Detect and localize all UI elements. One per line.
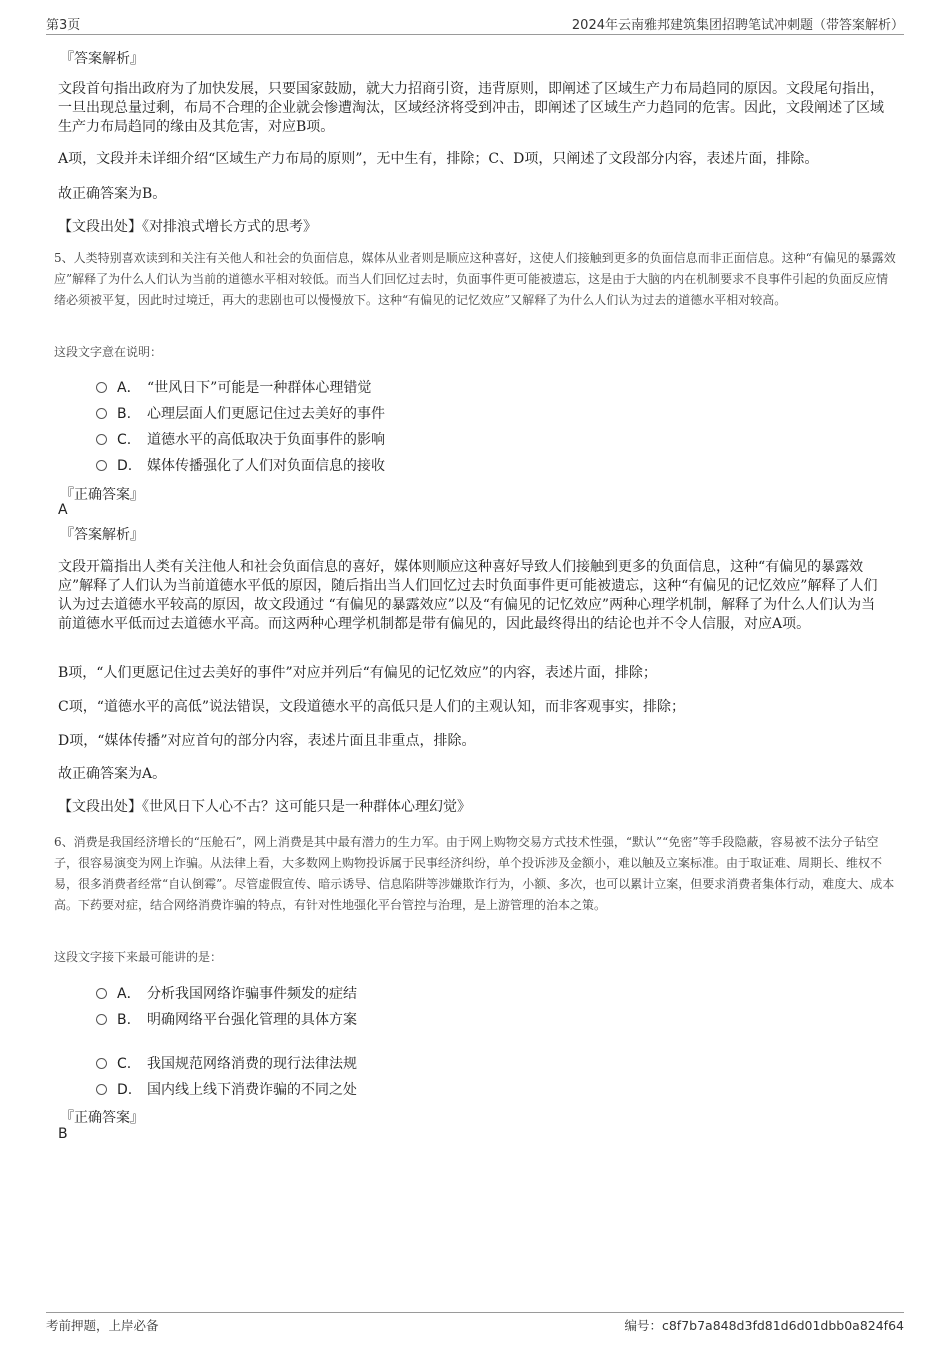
radio-icon[interactable]: [96, 382, 107, 393]
analysis-paragraph: C项，“道德水平的高低”说法错误，文段道德水平的高低只是人们的主观认知，而非客观事实，排除；: [58, 699, 686, 715]
option-text: 我国规范网络消费的现行法律法规: [147, 1056, 357, 1072]
page-header: [46, 14, 904, 35]
analysis-paragraph: 文段首句指出政府为了加快发展，只要国家鼓励，就大力招商引资，违背原则，即阐述了区域生产力布局趋同的原因。文段尾句指出，一旦出现总量过剩，布局不合理的企业就会惨遭淘汰，区域经济将受到冲击，即阐述了区域生产力趋同的危害。因此，文段阐述了区域生产力布局趋同的缘由及其危害，对应B项。: [58, 81, 884, 135]
page-number: 第3页: [46, 18, 81, 33]
radio-icon[interactable]: [96, 1014, 107, 1025]
option-text: 明确网络平台强化管理的具体方案: [147, 1012, 357, 1028]
source-citation: 【文段出处】《世风日下人心不古？这可能只是一种群体心理幻觉》: [58, 799, 471, 815]
option-key: B.: [117, 1012, 132, 1028]
analysis-paragraph: D项，“媒体传播”对应首句的部分内容，表述片面且非重点，排除。: [58, 733, 476, 749]
option-key: A．: [117, 380, 141, 396]
option-text: 媒体传播强化了人们对负面信息的接收: [147, 458, 385, 474]
option-key: C.: [117, 1056, 132, 1072]
q5-option-c[interactable]: [96, 429, 385, 449]
document-title: 2024年云南雅邦建筑集团招聘笔试冲刺题（带答案解析）: [571, 18, 904, 33]
option-key: D.: [117, 1082, 133, 1098]
correct-answer-label: 『正确答案』: [60, 487, 144, 503]
option-text: 道德水平的高低取决于负面事件的影响: [147, 432, 385, 448]
question-6-text: 6、消费是我国经济增长的“压舱石”，网上消费是其中最有潜力的生力军。由于网上购物交易方式技术性强，“默认”“免密”等手段隐蔽，容易被不法分子钻空子，很容易演变为网上诈骗。从法律上看，大多数网上购物投诉属于民事经济纠纷，单个投诉涉及金额小，难以触及立案标准。由于取证难、周期长、维权不易，很多消费者经常“自认倒霉”。尽管虚假宣传、暗示诱导、信息陷阱等涉嫌欺诈行为，小额、多次，也可以累计立案，但要求消费者集体行动，难度大、成本高。下药要对症，结合网络消费诈骗的特点，有针对性地强化平台管控与治理，是上游管理的治本之策。: [54, 835, 895, 912]
option-key: D.: [117, 458, 133, 474]
correct-answer: B: [58, 1126, 68, 1142]
option-key: C.: [117, 432, 132, 448]
document-id: 编号：c8f7b7a848d3fd81d6d01dbb0a824f64: [624, 1318, 904, 1333]
analysis-label: 『答案解析』: [60, 51, 144, 67]
analysis-paragraph: A项，文段并未详细介绍“区域生产力布局的原则”，无中生有，排除；C、D项，只阐述了文段部分内容，表述片面，排除。: [58, 151, 819, 167]
q5-option-b[interactable]: [96, 403, 385, 423]
question-5-prompt: 这段文字意在说明：: [54, 345, 163, 359]
radio-icon[interactable]: [96, 1058, 107, 1069]
page-footer: [46, 1312, 904, 1333]
analysis-paragraph: B项，“人们更愿记住过去美好的事件”对应并列后“有偏见的记忆效应”的内容，表述片面，排除；: [58, 665, 657, 681]
option-text: 分析我国网络诈骗事件频发的症结: [147, 986, 357, 1002]
q5-option-d[interactable]: [96, 455, 385, 475]
correct-answer: A: [58, 502, 68, 518]
radio-icon[interactable]: [96, 434, 107, 445]
correct-answer-label: 『正确答案』: [60, 1110, 144, 1126]
q5-option-a[interactable]: [96, 377, 371, 397]
q6-option-a[interactable]: [96, 983, 357, 1003]
radio-icon[interactable]: [96, 460, 107, 471]
radio-icon[interactable]: [96, 988, 107, 999]
option-key: A．: [117, 986, 141, 1002]
radio-icon[interactable]: [96, 408, 107, 419]
q6-option-b[interactable]: [96, 1009, 357, 1029]
radio-icon[interactable]: [96, 1084, 107, 1095]
q6-option-c[interactable]: [96, 1053, 357, 1073]
footer-slogan: 考前押题，上岸必备: [46, 1318, 159, 1333]
analysis-conclusion: 故正确答案为A。: [58, 766, 167, 782]
analysis-label: 『答案解析』: [60, 527, 144, 543]
q6-option-d[interactable]: [96, 1079, 357, 1099]
option-text: 国内线上线下消费诈骗的不同之处: [147, 1082, 357, 1098]
option-text: “世风日下”可能是一种群体心理错觉: [147, 380, 372, 396]
analysis-conclusion: 故正确答案为B。: [58, 186, 167, 202]
option-text: 心理层面人们更愿记住过去美好的事件: [147, 406, 385, 422]
analysis-paragraph: 文段开篇指出人类有关注他人和社会负面信息的喜好，媒体则顺应这种喜好导致人们接触到更多的负面信息，这种“有偏见的暴露效应”解释了人们认为当前道德水平低的原因，随后指出当人们回忆过去时负面事件更可能被遗忘，这种“有偏见的记忆效应”解释了人们认为过去道德水平较高的原因，故文段通过 “有偏见的暴露效应”以及“有偏见的记忆效应”两种心理学机制，解释了为什么人们认为当前道德水平低而过去道德水平高。而这两种心理学机制都是带有偏见的，因此最终得出的结论也并不令人信服，对应A项。: [58, 559, 878, 632]
option-key: B.: [117, 406, 132, 422]
question-6-prompt: 这段文字接下来最可能讲的是：: [54, 950, 223, 964]
question-5-text: 5、人类特别喜欢读到和关注有关他人和社会的负面信息，媒体从业者则是顺应这种喜好，这使人们接触到更多的负面信息而非正面信息。这种“有偏见的暴露效应”解释了为什么人们认为当前的道德水平相对较低。而当人们回忆过去时，负面事件更可能被遗忘，这是由于大脑的内在机制要求不良事件引起的负面反应情绪必须被平复，因此时过境迁，再大的悲剧也可以慢慢放下。这种“有偏见的记忆效应”又解释了为什么人们认为过去的道德水平相对较高。: [54, 251, 896, 307]
source-citation: 【文段出处】《对排浪式增长方式的思考》: [58, 219, 317, 235]
